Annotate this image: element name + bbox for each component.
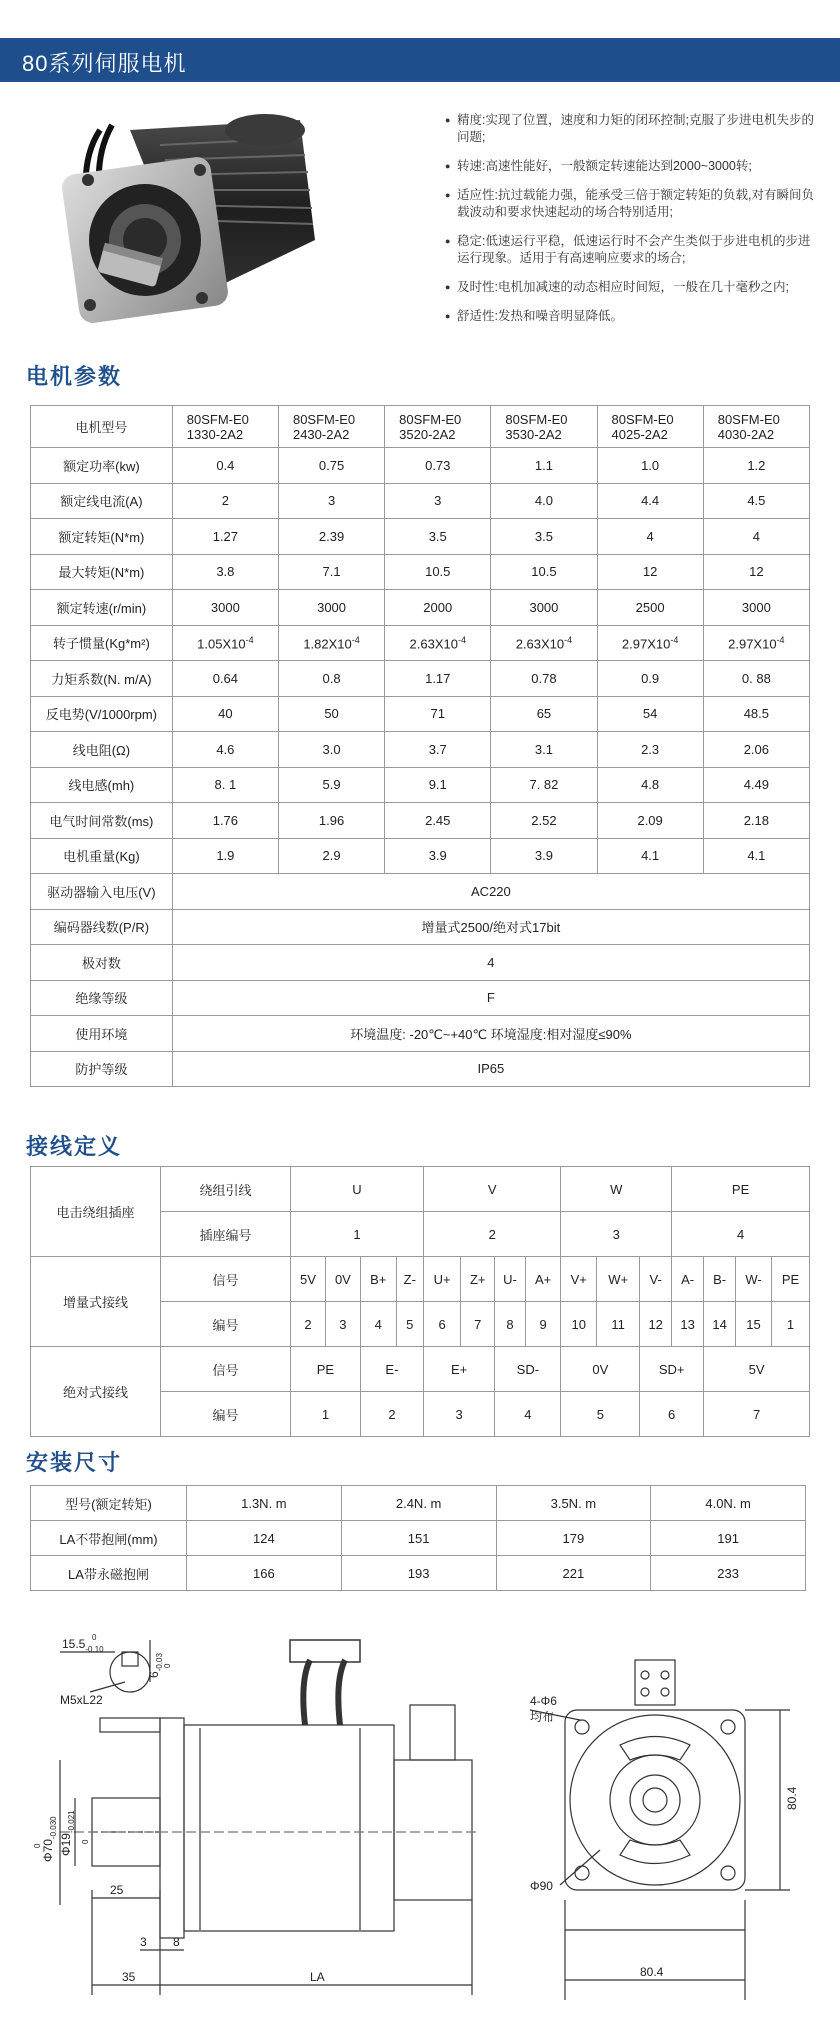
- cell: 7.1: [278, 554, 384, 590]
- cell: 13: [672, 1302, 704, 1347]
- cell: 179: [496, 1521, 651, 1556]
- cell: AC220: [172, 874, 809, 910]
- dimension-drawing: [0, 1600, 840, 2042]
- table-row: [31, 625, 810, 661]
- feature-item: ● 稳定:低速运行平稳，低速运行时不会产生类似于步进电机的步进运行现象。适用于有高速响应要求的场合;: [445, 233, 820, 267]
- table-row: [31, 945, 810, 981]
- cell: $2.97X10^{-4}$: [703, 625, 809, 661]
- group-label: 增量式接线: [31, 1257, 161, 1347]
- table-row: [31, 874, 810, 910]
- table-row: [31, 909, 810, 945]
- cell: $2.63X10^{-4}$: [491, 625, 597, 661]
- cell: 12: [597, 554, 703, 590]
- cell: 3: [325, 1302, 360, 1347]
- cell: 1.0: [597, 448, 703, 484]
- label-d70: $\Phi 70_{-0.030}$: [41, 1816, 58, 1862]
- table-row: [31, 406, 810, 448]
- cell: IP65: [172, 1051, 809, 1087]
- cell: 8: [495, 1302, 525, 1347]
- drawing-labels: [33, 1633, 799, 1984]
- cell: 4.5: [703, 483, 809, 519]
- cell: 3.1: [491, 732, 597, 768]
- cell: 1: [771, 1302, 809, 1347]
- cell: 3: [423, 1392, 494, 1437]
- group-label: 绝对式接线: [31, 1347, 161, 1437]
- cell: 3.5: [385, 519, 491, 555]
- cell: 4.4: [597, 483, 703, 519]
- row-label: 编码器线数(P/R): [31, 909, 173, 945]
- cell: 1.17: [385, 661, 491, 697]
- cell: 166: [187, 1556, 342, 1591]
- table-row: [31, 1051, 810, 1087]
- label-holes2: 均布: [530, 1710, 555, 1724]
- sub-label: 插座编号: [161, 1212, 291, 1257]
- cell: 3.0: [278, 732, 384, 768]
- sub-label: 编号: [161, 1392, 291, 1437]
- cell: 2.09: [597, 803, 703, 839]
- label-thread: M5xL22: [60, 1693, 103, 1707]
- cell: 1.2: [703, 448, 809, 484]
- row-label: 额定线电流(A): [31, 483, 173, 519]
- cell: 4.1: [703, 838, 809, 874]
- row-label: 反电势(V/1000rpm): [31, 696, 173, 732]
- wiring-table: [30, 1166, 810, 1437]
- cell: 65: [491, 696, 597, 732]
- row-label: 型号(额定转矩): [31, 1486, 187, 1521]
- cell: 2500: [597, 590, 703, 626]
- row-label: 驱动器输入电压(V): [31, 874, 173, 910]
- cell: 2000: [385, 590, 491, 626]
- cell: 3.8: [172, 554, 278, 590]
- table-row: [31, 554, 810, 590]
- table-row: [31, 1016, 810, 1052]
- cell: $2.63X10^{-4}$: [385, 625, 491, 661]
- row-label: 额定转矩(N*m): [31, 519, 173, 555]
- cell: 2: [291, 1302, 326, 1347]
- model-cell: 80SFM-E0 3530-2A2: [491, 406, 597, 448]
- cell: U: [291, 1167, 424, 1212]
- cell: B-: [704, 1257, 736, 1302]
- connector-front: [635, 1660, 675, 1705]
- row-label: 电气时间常数(ms): [31, 803, 173, 839]
- label-25: 25: [110, 1883, 124, 1897]
- cell: 3.9: [385, 838, 491, 874]
- sub-label: 编号: [161, 1302, 291, 1347]
- cell: 4.49: [703, 767, 809, 803]
- feature-list: [445, 112, 820, 337]
- table-row: [31, 1347, 810, 1392]
- cell: 7: [461, 1302, 495, 1347]
- cell: PE: [291, 1347, 361, 1392]
- cell: Z-: [396, 1257, 423, 1302]
- label-side-w: 80.4: [640, 1965, 664, 1979]
- keyway-circle: [110, 1652, 150, 1692]
- cell: 6: [640, 1392, 704, 1437]
- cell: 3.7: [385, 732, 491, 768]
- connector-box: [410, 1705, 455, 1760]
- svg-text:0: 0: [33, 1843, 42, 1848]
- feature-item: ● 精度:实现了位置，速度和力矩的闭环控制;克服了步进电机失步的问题;: [445, 112, 820, 146]
- cell: 4.8: [597, 767, 703, 803]
- feature-item: ● 及时性:电机加减速的动态相应时间短，一般在几十毫秒之内;: [445, 279, 820, 296]
- cell: 6: [423, 1302, 460, 1347]
- flange-circle: [570, 1715, 740, 1885]
- cell: 0. 88: [703, 661, 809, 697]
- label-side-h: 80.4: [785, 1786, 799, 1810]
- cell: 3000: [703, 590, 809, 626]
- row-label: 防护等级: [31, 1051, 173, 1087]
- row-label: 线电感(mh): [31, 767, 173, 803]
- label-key-h: $6_{-0.03}$: [147, 1653, 164, 1678]
- model-cell: 80SFM-E0 2430-2A2: [278, 406, 384, 448]
- cell: W+: [597, 1257, 640, 1302]
- cell: SD-: [495, 1347, 561, 1392]
- cell: $2.97X10^{-4}$: [597, 625, 703, 661]
- cell: 12: [640, 1302, 672, 1347]
- cell: 1: [291, 1392, 361, 1437]
- row-label: 线电阻(Ω): [31, 732, 173, 768]
- cell: 1.1: [491, 448, 597, 484]
- body-side: [184, 1725, 394, 1931]
- cell: 2.06: [703, 732, 809, 768]
- row-label: 转子惯量(Kg*m²): [31, 625, 173, 661]
- table-row: [31, 448, 810, 484]
- cell: 4: [672, 1212, 810, 1257]
- cell: 环境温度: -20℃~+40℃ 环境湿度:相对湿度≤90%: [172, 1016, 809, 1052]
- cell: PE: [672, 1167, 810, 1212]
- section-title-wiring: 接线定义: [26, 1134, 123, 1159]
- cell: 4: [172, 945, 809, 981]
- cell: 5: [396, 1302, 423, 1347]
- sub-label: 绕组引线: [161, 1167, 291, 1212]
- cell: 2: [360, 1392, 423, 1437]
- table-row: [31, 980, 810, 1016]
- cell: 5V: [704, 1347, 810, 1392]
- cell: 5V: [291, 1257, 326, 1302]
- cell: 4.0: [491, 483, 597, 519]
- label-35: 35: [122, 1970, 136, 1984]
- cell: 2: [172, 483, 278, 519]
- cell: 3000: [172, 590, 278, 626]
- cell: 1.3N. m: [187, 1486, 342, 1521]
- cell: 221: [496, 1556, 651, 1591]
- table-row: [31, 483, 810, 519]
- cell: 0.64: [172, 661, 278, 697]
- label-8: 8: [173, 1935, 180, 1949]
- cell: 15: [736, 1302, 772, 1347]
- cell: 0.78: [491, 661, 597, 697]
- cell: 4: [495, 1392, 561, 1437]
- section-title-params: 电机参数: [26, 364, 123, 389]
- cell: 2.4N. m: [341, 1486, 496, 1521]
- svg-text:0: 0: [163, 1663, 172, 1668]
- cell: 1.96: [278, 803, 384, 839]
- svg-text:0: 0: [81, 1839, 90, 1844]
- model-cell: 80SFM-E0 3520-2A2: [385, 406, 491, 448]
- cell: U-: [495, 1257, 525, 1302]
- cell: 0.9: [597, 661, 703, 697]
- cell: 7. 82: [491, 767, 597, 803]
- label-d19: $\Phi 19_{-0.021}$: [59, 1810, 76, 1856]
- svg-text:0: 0: [92, 1633, 97, 1642]
- table-row: [31, 838, 810, 874]
- label-3: 3: [140, 1935, 147, 1949]
- cell: F: [172, 980, 809, 1016]
- cell: E-: [360, 1347, 423, 1392]
- table-row: [31, 732, 810, 768]
- cell: 10.5: [491, 554, 597, 590]
- table-row: [31, 1521, 806, 1556]
- table-row: [31, 803, 810, 839]
- cell: 10.5: [385, 554, 491, 590]
- cell: 193: [341, 1556, 496, 1591]
- row-label: 额定转速(r/min): [31, 590, 173, 626]
- cell: 40: [172, 696, 278, 732]
- table-row: [31, 519, 810, 555]
- cell: 0V: [325, 1257, 360, 1302]
- table-row: [31, 661, 810, 697]
- group-label: 电击绕组插座: [31, 1167, 161, 1257]
- row-label: 极对数: [31, 945, 173, 981]
- cell: PE: [771, 1257, 809, 1302]
- sub-label: 信号: [161, 1347, 291, 1392]
- cell: 11: [597, 1302, 640, 1347]
- keyway-slot: [122, 1652, 138, 1666]
- flange-side: [160, 1718, 184, 1938]
- table-row: [31, 1486, 806, 1521]
- model-cell: 80SFM-E0 1330-2A2: [172, 406, 278, 448]
- cell: V: [423, 1167, 560, 1212]
- cell: SD+: [640, 1347, 704, 1392]
- label-key-w: $15.5_{-0.10}$: [62, 1637, 104, 1654]
- cell: 2.45: [385, 803, 491, 839]
- cell: 4: [703, 519, 809, 555]
- section-title-install: 安装尺寸: [26, 1450, 123, 1475]
- cell: 71: [385, 696, 491, 732]
- row-label: LA不带抱闸(mm): [31, 1521, 187, 1556]
- cell: 9.1: [385, 767, 491, 803]
- table-row: [31, 1167, 810, 1212]
- table-row: [31, 1257, 810, 1302]
- cell: 10: [561, 1302, 597, 1347]
- cell: 151: [341, 1521, 496, 1556]
- motor-photo: [40, 100, 320, 350]
- cell: E+: [423, 1347, 494, 1392]
- cell: 0V: [561, 1347, 640, 1392]
- table-row: [31, 767, 810, 803]
- row-label: 额定功率(kw): [31, 448, 173, 484]
- row-label: LA带永磁抱闸: [31, 1556, 187, 1591]
- cell: 4.0N. m: [651, 1486, 806, 1521]
- feature-item: ● 适应性:抗过载能力强，能承受三倍于额定转矩的负载,对有瞬间负载波动和要求快速起动的场合特别适用;: [445, 187, 820, 221]
- cell: 233: [651, 1556, 806, 1591]
- cell: 4: [360, 1302, 396, 1347]
- table-row: [31, 1556, 806, 1591]
- cell: 4.6: [172, 732, 278, 768]
- cell: 1: [291, 1212, 424, 1257]
- model-cell: 80SFM-E0 4025-2A2: [597, 406, 703, 448]
- encoder-cover: [394, 1760, 472, 1900]
- cell: 7: [704, 1392, 810, 1437]
- cell: 5: [561, 1392, 640, 1437]
- cell: 4.1: [597, 838, 703, 874]
- cell: 54: [597, 696, 703, 732]
- cell: 14: [704, 1302, 736, 1347]
- cell: V-: [640, 1257, 672, 1302]
- feature-item: ● 舒适性:发热和噪音明显降低。: [445, 308, 820, 325]
- cell: W: [561, 1167, 672, 1212]
- cell: 124: [187, 1521, 342, 1556]
- cell: 3000: [491, 590, 597, 626]
- cell: 0.75: [278, 448, 384, 484]
- cell: 1.27: [172, 519, 278, 555]
- cell: $1.82X10^{-4}$: [278, 625, 384, 661]
- title-bar: [0, 38, 840, 82]
- cell: Z+: [461, 1257, 495, 1302]
- table-row: [31, 590, 810, 626]
- cell: 增量式2500/绝对式17bit: [172, 909, 809, 945]
- cell: 2.9: [278, 838, 384, 874]
- sub-label: 信号: [161, 1257, 291, 1302]
- cell: 0.73: [385, 448, 491, 484]
- page-title: 80系列伺服电机: [22, 51, 187, 76]
- cell: 3000: [278, 590, 384, 626]
- cell: 8. 1: [172, 767, 278, 803]
- params-table: [30, 405, 810, 1087]
- cell: 2.18: [703, 803, 809, 839]
- cell: 3: [561, 1212, 672, 1257]
- cell: $1.05X10^{-4}$: [172, 625, 278, 661]
- install-table: [30, 1485, 806, 1591]
- row-label: 最大转矩(N*m): [31, 554, 173, 590]
- cell: 2.52: [491, 803, 597, 839]
- cell: 3.9: [491, 838, 597, 874]
- label-la: LA: [310, 1970, 325, 1984]
- cell: A+: [525, 1257, 561, 1302]
- cell: B+: [360, 1257, 396, 1302]
- cell: 1.76: [172, 803, 278, 839]
- cell: 2: [423, 1212, 560, 1257]
- cell: 4: [597, 519, 703, 555]
- cell: V+: [561, 1257, 597, 1302]
- row-label: 力矩系数(N. m/A): [31, 661, 173, 697]
- model-label: 电机型号: [31, 406, 173, 448]
- cell: 12: [703, 554, 809, 590]
- cell: 0.4: [172, 448, 278, 484]
- row-label: 电机重量(Kg): [31, 838, 173, 874]
- label-holes: 4-Φ6: [530, 1694, 557, 1708]
- cell: 2.3: [597, 732, 703, 768]
- row-label: 使用环境: [31, 1016, 173, 1052]
- cell: W-: [736, 1257, 772, 1302]
- cell: A-: [672, 1257, 704, 1302]
- row-label: 绝缘等级: [31, 980, 173, 1016]
- cell: 1.9: [172, 838, 278, 874]
- cell: 50: [278, 696, 384, 732]
- cell: 3.5: [491, 519, 597, 555]
- cell: U+: [423, 1257, 460, 1302]
- cell: 3: [385, 483, 491, 519]
- cell: 9: [525, 1302, 561, 1347]
- cell: 3: [278, 483, 384, 519]
- table-row: [31, 696, 810, 732]
- cell: 3.5N. m: [496, 1486, 651, 1521]
- feature-item: ● 转速:高速性能好，一般额定转速能达到2000~3000转;: [445, 158, 820, 175]
- cell: 48.5: [703, 696, 809, 732]
- cell: 191: [651, 1521, 806, 1556]
- cell: 0.8: [278, 661, 384, 697]
- label-pcd: Φ90: [530, 1879, 553, 1893]
- cell: 5.9: [278, 767, 384, 803]
- model-cell: 80SFM-E0 4030-2A2: [703, 406, 809, 448]
- cell: 2.39: [278, 519, 384, 555]
